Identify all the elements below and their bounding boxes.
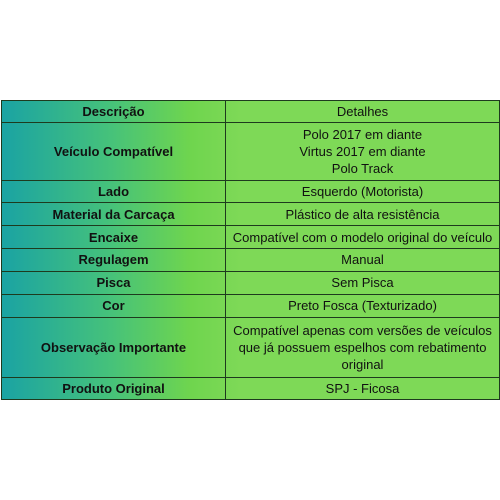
row-value-side: Esquerdo (Motorista) xyxy=(226,181,500,203)
row-value-note xyxy=(226,317,500,377)
header-details: Detalhes xyxy=(226,101,500,123)
row-label-blinker: Pisca xyxy=(2,271,226,294)
table-row xyxy=(2,317,500,377)
spec-table xyxy=(1,100,500,400)
value-line: Virtus 2017 em diante xyxy=(299,144,426,160)
row-value-color: Preto Fosca (Texturizado) xyxy=(226,294,500,317)
row-value-original-product: SPJ - Ficosa xyxy=(226,377,500,399)
table-row xyxy=(2,203,500,226)
row-value-blinker: Sem Pisca xyxy=(226,271,500,294)
table-row xyxy=(2,271,500,294)
row-label-original-product: Produto Original xyxy=(2,377,226,399)
table-row xyxy=(2,123,500,181)
row-label-note: Observação Importante xyxy=(2,317,226,377)
value-line: Compatível apenas com versões de veículos xyxy=(233,322,492,338)
row-value-material: Plástico de alta resistência xyxy=(226,203,500,226)
row-label-fit: Encaixe xyxy=(2,226,226,249)
value-line: original xyxy=(341,356,384,372)
table-row xyxy=(2,226,500,249)
table-row xyxy=(2,181,500,203)
header-description: Descrição xyxy=(2,101,226,123)
table-header-row xyxy=(2,101,500,123)
row-label-vehicle: Veículo Compatível xyxy=(2,123,226,181)
value-line: Polo Track xyxy=(331,161,394,177)
table-row xyxy=(2,377,500,399)
row-value-fit: Compatível com o modelo original do veículo xyxy=(226,226,500,249)
row-value-vehicle xyxy=(226,123,500,181)
table-row xyxy=(2,294,500,317)
row-value-adjustment: Manual xyxy=(226,249,500,271)
row-label-side: Lado xyxy=(2,181,226,203)
row-label-material: Material da Carcaça xyxy=(2,203,226,226)
value-line: que já possuem espelhos com rebatimento xyxy=(238,339,487,355)
row-label-adjustment: Regulagem xyxy=(2,249,226,271)
value-line: Polo 2017 em diante xyxy=(302,127,423,143)
table-row xyxy=(2,249,500,271)
row-label-color: Cor xyxy=(2,294,226,317)
